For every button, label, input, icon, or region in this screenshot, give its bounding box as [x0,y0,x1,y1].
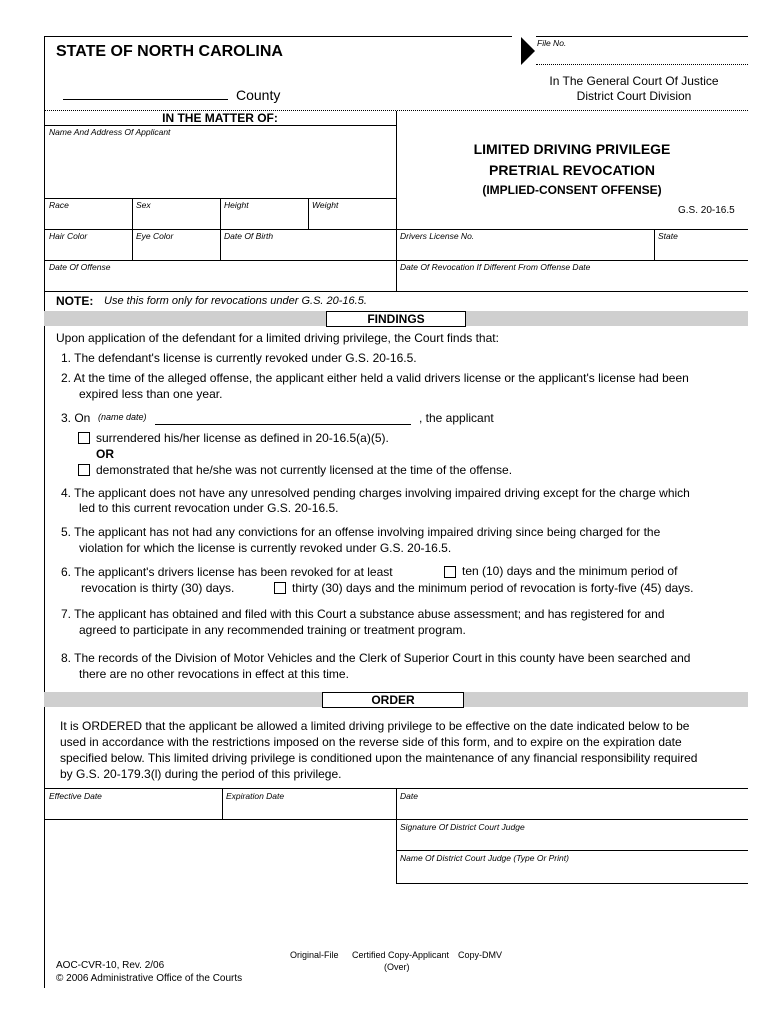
top-border [44,36,512,37]
grid-col-eye [132,229,133,260]
note-text: Use this form only for revocations under G.S. 20-16.5. [104,295,367,307]
finding-2-line2: expired less than one year. [79,387,223,401]
finding-6-thirty-days-checkbox[interactable] [274,582,286,594]
findings-intro: Upon application of the defendant for a limited driving privilege, the Court finds that: [56,331,499,345]
finding-6-line2b: thirty (30) days and the minimum period of revocation is forty-five (45) days. [292,581,694,595]
form-title-line2: PRETRIAL REVOCATION [489,162,655,178]
footer-over: (Over) [384,962,410,972]
finding-3-or: OR [96,447,114,461]
footer-copy-dmv: Copy-DMV [458,950,503,960]
order-line3: specified below. This limited driving privilege is conditioned upon the maintenance of any financial responsibility required [60,751,698,765]
court-line-1: In The General Court Of Justice [549,74,719,88]
finding-2-line1: 2. At the time of the alleged offense, the applicant either held a valid drivers license or the applicant's license had been [61,371,689,385]
finding-3-name-date-field[interactable] [155,424,411,425]
finding-5-line2: violation for which the license is currently revoked under G.S. 20-16.5. [79,541,452,555]
grid-bottom [44,291,748,292]
middle-divider [396,111,397,291]
finding-3-option1: surrendered his/her license as defined in 20-16.5(a)(5). [96,431,389,445]
finding-3-prefix: 3. On [61,411,91,425]
expiration-date-label: Expiration Date [226,791,285,801]
order-col-expiration [222,788,223,819]
file-no-rule [536,36,748,37]
weight-label: Weight [312,200,339,210]
finding-1: 1. The defendant's license is currently revoked under G.S. 20-16.5. [61,351,417,365]
grid-row2-top [44,229,748,230]
drivers-license-label: Drivers License No. [400,231,475,241]
finding-7-line1: 7. The applicant has obtained and filed with this Court a substance abuse assessment; and has registered for and [61,607,665,621]
form-title-line3: (IMPLIED-CONSENT OFFENSE) [482,183,662,197]
finding-3-name-date-label: (name date) [98,412,147,422]
judge-signature-label: Signature Of District Court Judge [400,822,525,832]
footer-certified: Certified Copy-Applicant [352,950,450,960]
finding-3-suffix: , the applicant [419,411,494,425]
hair-color-label: Hair Color [49,231,88,241]
grid-col-sex [132,198,133,229]
findings-heading: FINDINGS [326,311,466,327]
finding-6-ten-days-checkbox[interactable] [444,566,456,578]
order-line4: by G.S. 20-179.3(l) during the period of this privilege. [60,767,342,781]
grid-col-weight [308,198,309,229]
order-line1: It is ORDERED that the applicant be allowed a limited driving privilege to be effective on the date indicated below to be [60,719,690,733]
county-label: County [236,87,281,103]
order-col-judge [396,788,397,884]
race-label: Race [49,200,69,210]
form-id: AOC-CVR-10, Rev. 2/06 [56,960,165,971]
copyright: © 2006 Administrative Office of the Courts [56,973,243,984]
finding-7-line2: agreed to participate in any recommended training or treatment program. [79,623,466,637]
date-label: Date [400,791,418,801]
state-title: STATE OF NORTH CAROLINA [56,43,283,60]
county-blank[interactable] [63,99,228,100]
eye-color-label: Eye Color [136,231,174,241]
finding-3-surrendered-checkbox[interactable] [78,432,90,444]
order-heading: ORDER [322,692,464,708]
grid-col-state [654,229,655,260]
order-line2: used in accordance with the restrictions imposed on the reverse side of this form, and to expire on the expiration date [60,735,682,749]
file-no-label: File No. [537,38,567,48]
finding-6-line1b: ten (10) days and the minimum period of [462,564,678,578]
order-grid-row3 [396,850,748,851]
name-address-label: Name And Address Of Applicant [49,127,171,137]
finding-8-line1: 8. The records of the Division of Motor Vehicles and the Clerk of Superior Court in this county have been searched and [61,651,691,665]
finding-6-line1a: 6. The applicant's drivers license has been revoked for at least [61,565,393,579]
footer-original: Original-File [290,950,339,960]
finding-3-option2: demonstrated that he/she was not currently licensed at the time of the offense. [96,463,513,477]
file-no-blank [536,64,748,65]
court-line-2: District Court Division [576,89,692,103]
effective-date-label: Effective Date [49,791,102,801]
finding-8-line2: there are no other revocations in effect at this time. [79,667,349,681]
file-no-arrow [521,37,535,65]
finding-3-not-licensed-checkbox[interactable] [78,464,90,476]
judge-name-label: Name Of District Court Judge (Type Or Print) [400,853,569,863]
note-label: NOTE: [56,294,94,308]
finding-5-line1: 5. The applicant has not had any convictions for an offense involving impaired driving since being charged for the [61,525,661,539]
date-of-revocation-label: Date Of Revocation If Different From Offense Date [400,262,591,272]
state-label: State [658,231,678,241]
finding-6-line2a: revocation is thirty (30) days. [81,581,235,595]
matter-heading: IN THE MATTER OF: [162,111,278,125]
matter-heading-rule [44,125,396,126]
height-label: Height [224,200,249,210]
order-grid-bottom [396,883,748,884]
form-title-line1: LIMITED DRIVING PRIVILEGE [473,141,671,157]
name-address-field[interactable] [46,138,394,196]
finding-4-line1: 4. The applicant does not have any unresolved pending charges involving impaired driving except for the charge which [61,486,690,500]
sex-label: Sex [136,200,151,210]
left-border [44,36,45,988]
grid-row3-top [44,260,748,261]
date-of-birth-label: Date Of Birth [224,231,274,241]
statute-ref: G.S. 20-16.5 [678,205,735,216]
order-grid-row2 [44,819,748,820]
finding-4-line2: led to this current revocation under G.S. 20-16.5. [79,501,339,515]
date-of-offense-label: Date Of Offense [49,262,111,272]
